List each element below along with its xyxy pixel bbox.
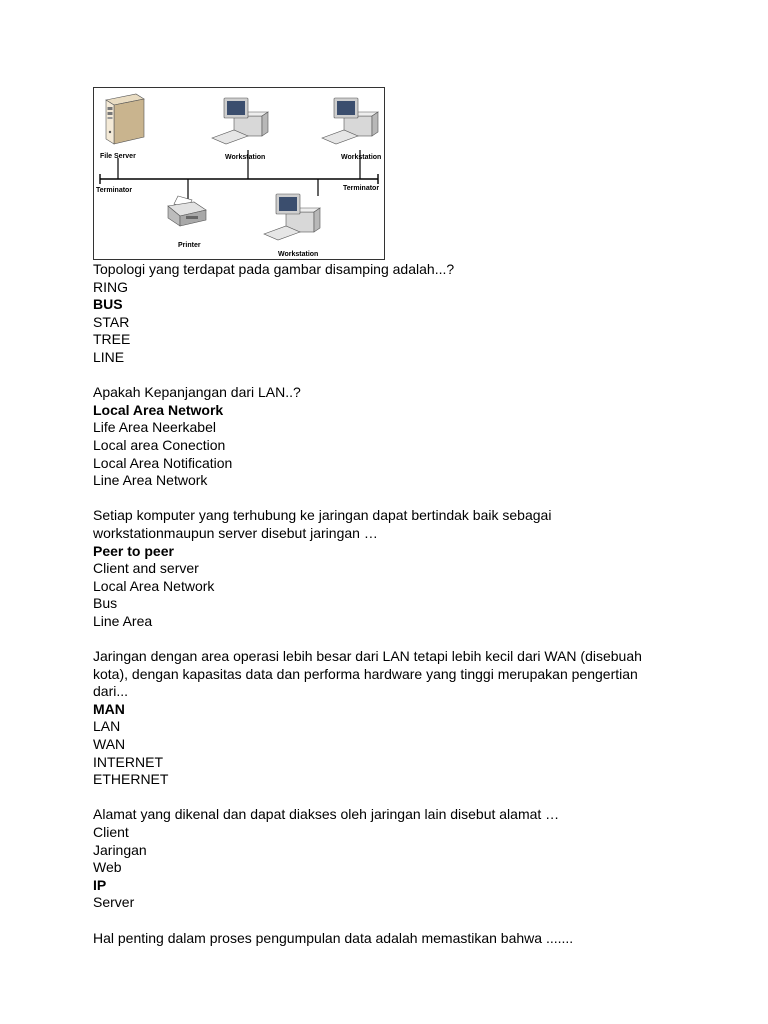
workstation-icon (264, 194, 320, 240)
terminator-label: Terminator (96, 187, 133, 194)
terminator-label: Terminator (343, 185, 380, 192)
workstation-icon (322, 98, 378, 144)
answer-option: Local Area Network (93, 577, 215, 594)
question-text: workstationmaupun server disebut jaringan … (93, 524, 378, 541)
question-text: kota), dengan kapasitas data dan performa hardware yang tinggi merupakan pengertian (93, 665, 638, 682)
question-spacer (93, 490, 693, 508)
answer-option: LAN (93, 718, 121, 735)
answer-option: ETHERNET (93, 771, 169, 788)
workstation-icon (212, 98, 268, 144)
printer-label: Printer (178, 242, 201, 249)
answer-option: Local area Conection (93, 436, 226, 453)
answer-option: Server (93, 894, 135, 911)
file-server-label: File Server (100, 153, 136, 160)
workstation-label: Workstation (278, 251, 319, 258)
answer-option: Client (93, 824, 129, 840)
answer-option: Web (93, 859, 122, 876)
workstation-label: Workstation (341, 154, 382, 161)
answer-option: WAN (93, 736, 126, 753)
question-text: Alamat yang dikenal dan dapat diakses oleh jaringan lain disebut alamat … (93, 806, 560, 823)
answer-option: Client and server (93, 560, 199, 577)
quiz-content (93, 261, 693, 947)
workstation-label: Workstation (225, 154, 266, 161)
answer-option: RING (93, 278, 128, 295)
question-text: Topologi yang terdapat pada gambar disamping adalah...? (93, 261, 455, 277)
printer-icon (168, 196, 206, 226)
question-spacer (93, 630, 693, 648)
question-spacer (93, 789, 693, 807)
correct-answer-option: Peer to peer (93, 542, 174, 559)
answer-option: Bus (93, 595, 118, 612)
answer-option: Line Area Network (93, 472, 208, 489)
question-text: Jaringan dengan area operasi lebih besar dari LAN tetapi lebih kecil dari WAN (disebuah (93, 648, 642, 665)
question-text: Hal penting dalam proses pengumpulan data adalah memastikan bahwa ....... (93, 929, 574, 946)
question-text: dari... (93, 683, 129, 700)
answer-option: Jaringan (93, 841, 147, 858)
correct-answer-option: MAN (93, 700, 125, 717)
answer-option: Line Area (93, 612, 153, 629)
bus-topology-diagram (94, 88, 384, 259)
correct-answer-option: IP (93, 876, 107, 893)
question-spacer (93, 912, 693, 930)
correct-answer-option: Local Area Network (93, 401, 224, 418)
question-text: Apakah Kepanjangan dari LAN..? (93, 384, 301, 401)
answer-option: STAR (93, 313, 130, 330)
answer-option: Life Area Neerkabel (93, 419, 216, 436)
bus-topology-figure (93, 87, 385, 260)
answer-option: TREE (93, 331, 131, 348)
answer-option: LINE (93, 348, 125, 365)
file-server-icon (106, 94, 144, 144)
question-text: Setiap komputer yang terhubung ke jaringan dapat bertindak baik sebagai (93, 507, 552, 524)
answer-option: INTERNET (93, 753, 163, 770)
question-spacer (93, 367, 693, 385)
correct-answer-option: BUS (93, 296, 123, 313)
answer-option: Local Area Notification (93, 454, 233, 471)
